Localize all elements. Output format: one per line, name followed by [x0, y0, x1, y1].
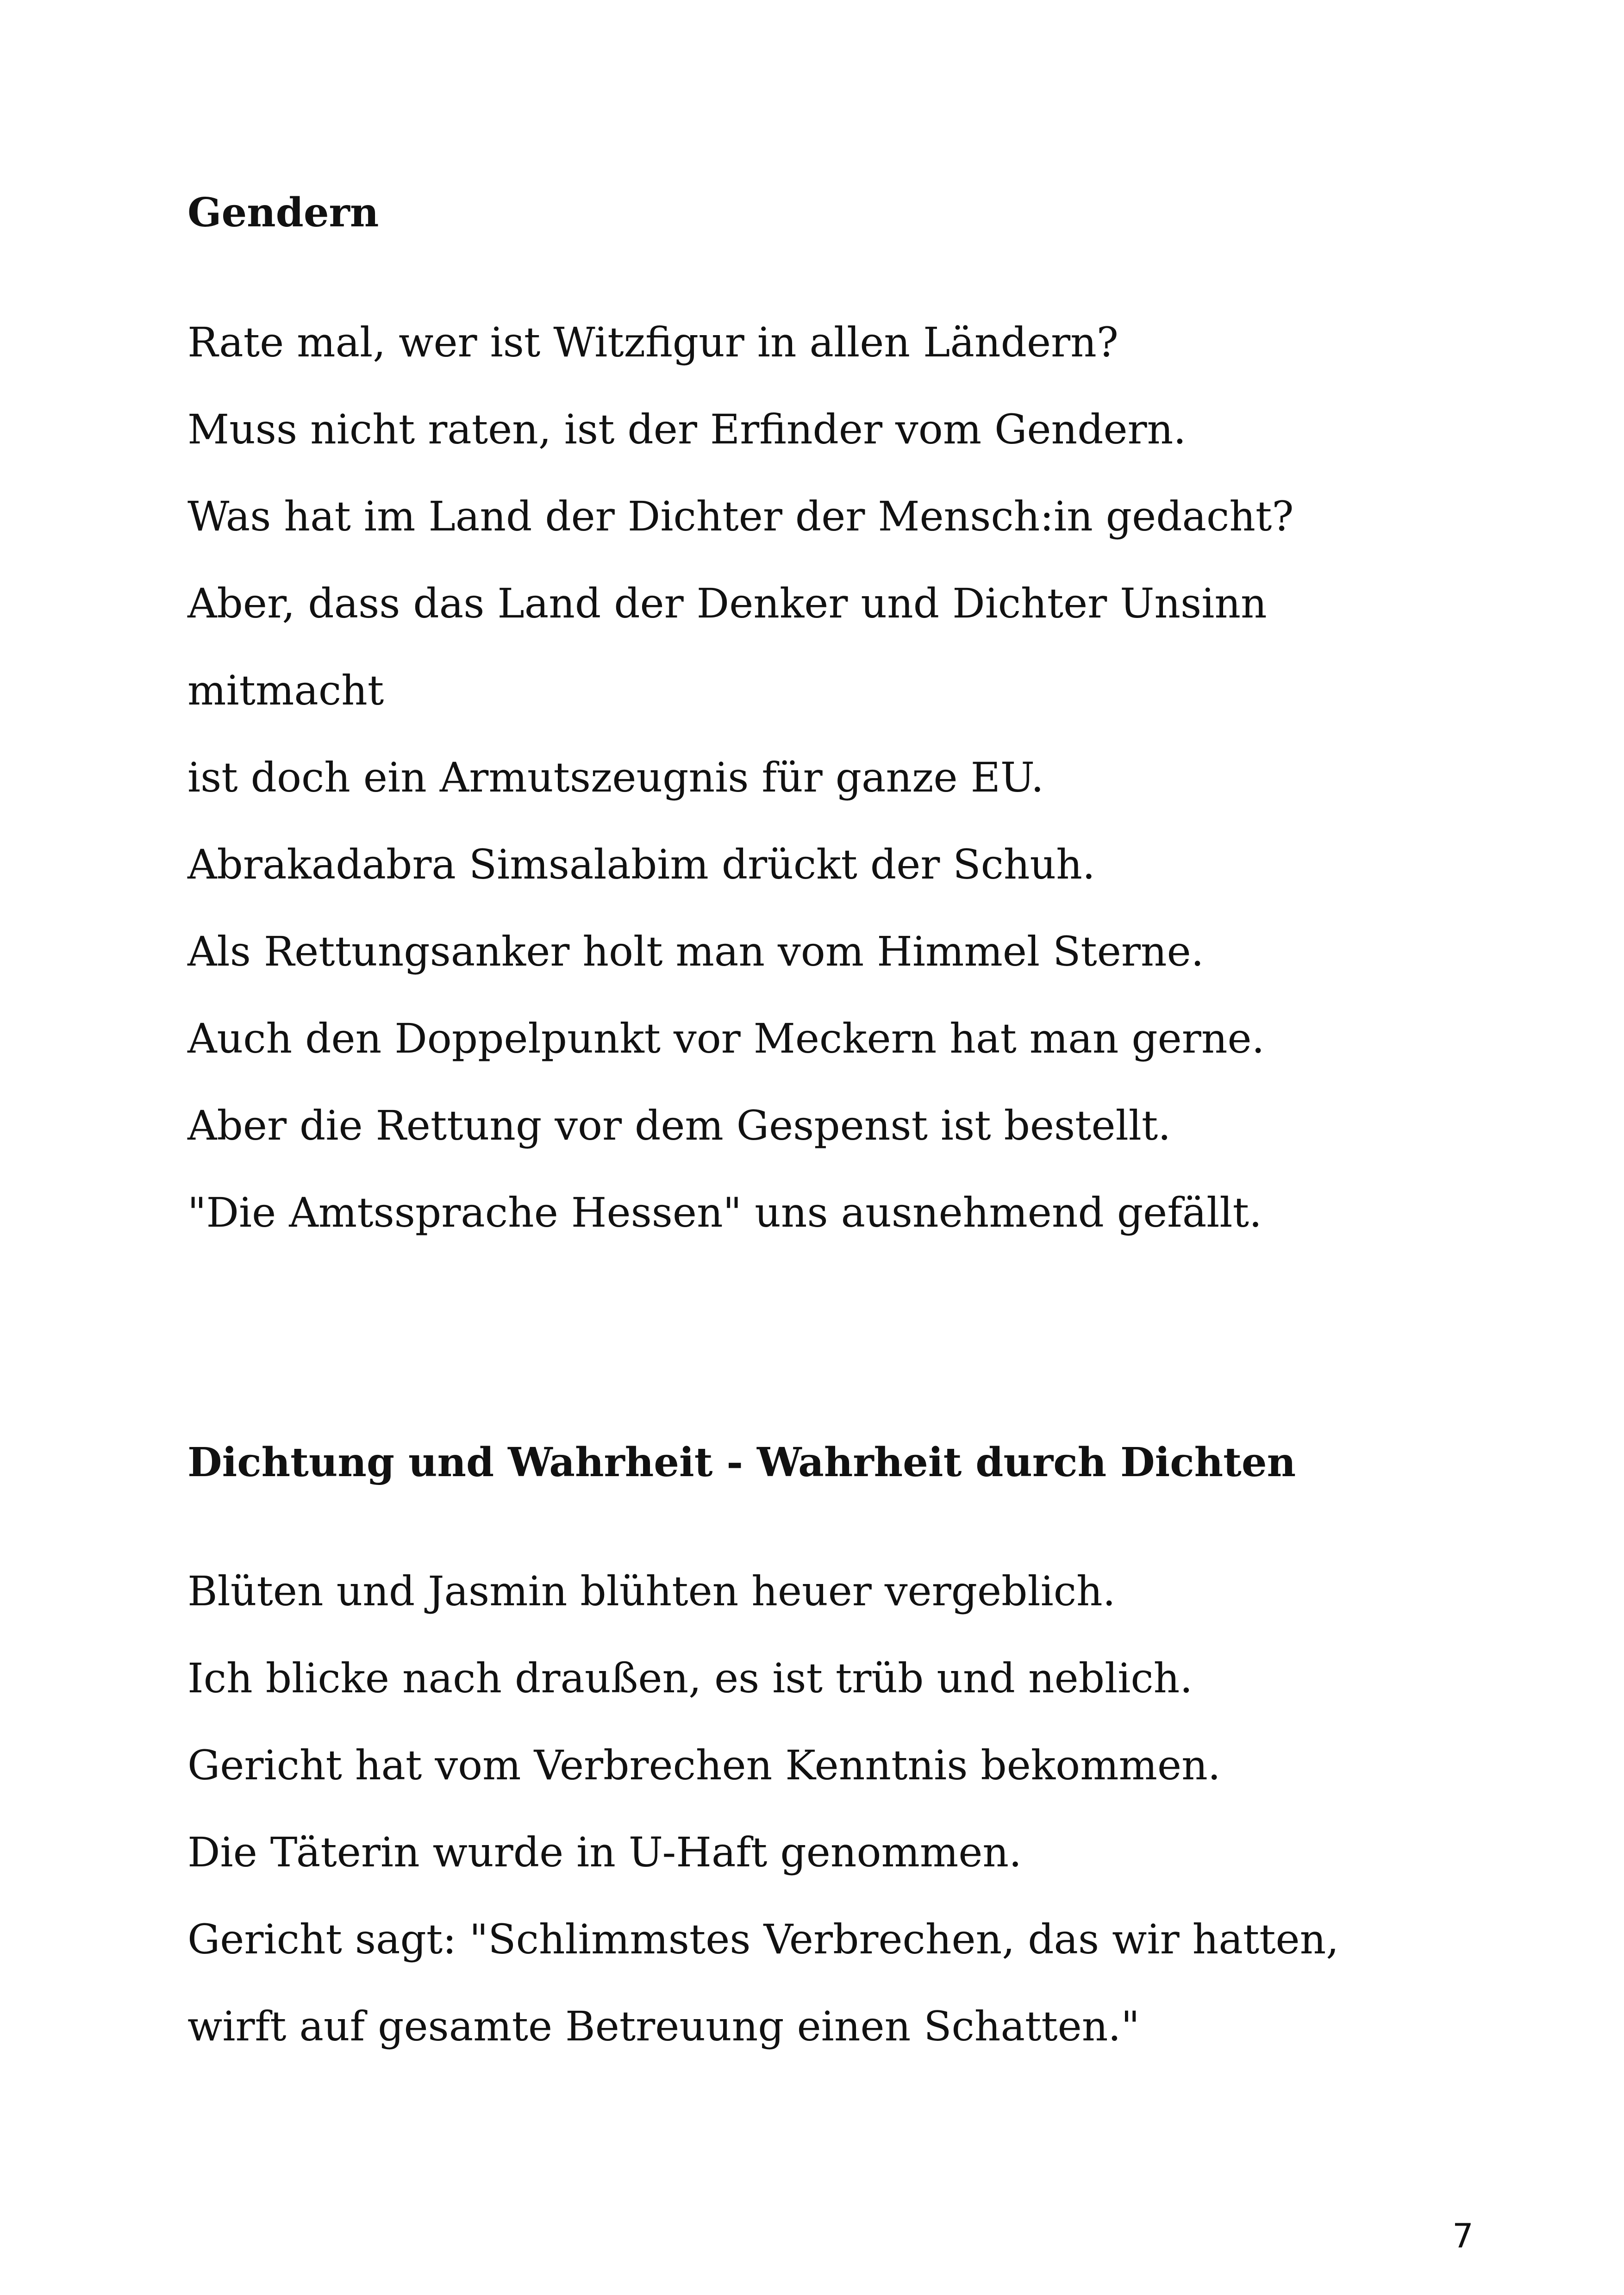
- poem-body-2: [187, 1548, 1437, 2070]
- poem-line: Aber die Rettung vor dem Gespenst ist bestellt.: [187, 1102, 1171, 1149]
- poem-line: Muss nicht raten, ist der Erfinder vom Gendern.: [187, 405, 1187, 453]
- poem-line: Abrakadabra Simsalabim drückt der Schuh.: [187, 841, 1095, 888]
- poem-line: Was hat im Land der Dichter der Mensch:in gedacht?: [187, 493, 1294, 540]
- section-1: [187, 185, 1437, 241]
- poem-line: wirft auf gesamte Betreuung einen Schatten.": [187, 2002, 1140, 2050]
- poem-line: Gericht hat vom Verbrechen Kenntnis bekommen.: [187, 1741, 1221, 1789]
- page-number: 7: [1452, 2216, 1474, 2255]
- poem-line: Blüten und Jasmin blühten heuer vergeblich.: [187, 1567, 1116, 1615]
- poem-line: mitmacht: [187, 667, 384, 714]
- poem-line: Rate mal, wer ist Witzfigur in allen Ländern?: [187, 318, 1118, 366]
- poem-line: Auch den Doppelpunkt vor Meckern hat man gerne.: [187, 1015, 1265, 1062]
- poem-title: Dichtung und Wahrheit - Wahrheit durch Dichten: [187, 1439, 1296, 1486]
- section-2: [187, 1435, 1437, 1491]
- poem-body-1: [187, 299, 1437, 1256]
- poem-line: ist doch ein Armutszeugnis für ganze EU.: [187, 754, 1044, 801]
- poem-line: "Die Amtssprache Hessen" uns ausnehmend gefällt.: [187, 1189, 1262, 1236]
- poem-line: Die Täterin wurde in U-Haft genommen.: [187, 1828, 1022, 1876]
- poem-title: Gendern: [187, 189, 379, 236]
- poem-line: Ich blicke nach draußen, es ist trüb und neblich.: [187, 1654, 1193, 1702]
- poem-line: Gericht sagt: "Schlimmstes Verbrechen, das wir hatten,: [187, 1915, 1339, 1963]
- poem-line: Als Rettungsanker holt man vom Himmel Sterne.: [187, 928, 1204, 975]
- poem-line: Aber, dass das Land der Denker und Dichter Unsinn: [187, 580, 1267, 627]
